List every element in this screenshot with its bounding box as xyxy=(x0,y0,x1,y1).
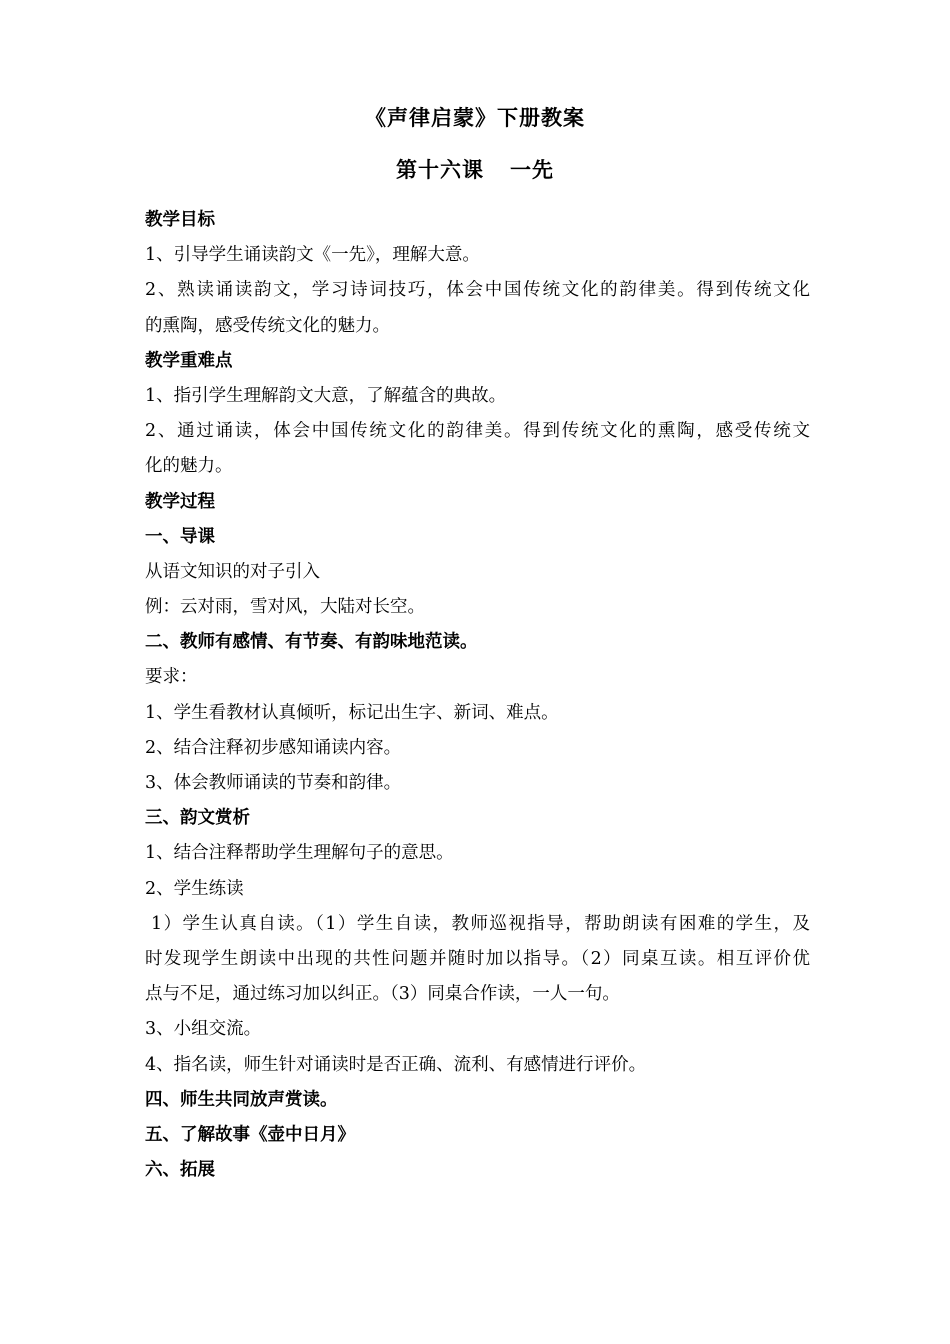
process-part-2-item-3: 3、体会教师诵读的节奏和韵律。 xyxy=(145,773,402,793)
goal-item-2-line-2: 的熏陶，感受传统文化的魅力。 xyxy=(145,315,390,336)
section-heading-key-points: 教学重难点 xyxy=(145,350,233,371)
process-part-2-requirements-label: 要求： xyxy=(145,667,198,688)
process-part-2-item-1: 1、学生看教材认真倾听，标记出生字、新词、难点。 xyxy=(145,702,559,723)
key-point-item-2-line-2: 化的魅力。 xyxy=(145,456,233,477)
lesson-name: 一先 xyxy=(510,157,554,182)
lesson-number: 第十六课 xyxy=(396,157,484,182)
lesson-title xyxy=(0,158,950,182)
process-part-2-heading: 二、教师有感情、有节奏、有韵味地范读。 xyxy=(145,632,478,653)
process-part-3-heading: 三、韵文赏析 xyxy=(145,808,250,829)
process-part-6-heading: 六、拓展 xyxy=(145,1160,215,1181)
process-part-3-subitem-line-3: 点与不足，通过练习加以纠正。（3）同桌合作读，一人一句。 xyxy=(145,984,620,1005)
process-part-3-item-2: 2、学生练读 xyxy=(145,878,244,899)
key-point-item-1: 1、指引学生理解韵文大意，了解蕴含的典故。 xyxy=(145,385,507,406)
process-part-1-heading: 一、导课 xyxy=(145,526,215,547)
key-point-item-2-line-1: 2、通过诵读，体会中国传统文化的韵律美。得到传统文化的熏陶，感受传统文 xyxy=(145,421,810,442)
process-part-4-heading: 四、师生共同放声赏读。 xyxy=(145,1089,338,1110)
process-part-3-item-4: 4、指名读，师生针对诵读时是否正确、流利、有感情进行评价。 xyxy=(145,1054,647,1075)
process-part-3-subitem-line-2: 时发现学生朗读中出现的共性问题并随时加以指导。（2）同桌互读。相互评价优 xyxy=(145,948,810,969)
process-part-2-item-2: 2、结合注释初步感知诵读内容。 xyxy=(145,737,402,758)
document-title: 《声律启蒙》下册教案 xyxy=(365,105,585,130)
goal-item-1: 1、引导学生诵读韵文《一先》，理解大意。 xyxy=(145,245,480,266)
process-part-3-subitem-line-1: 1）学生认真自读。（1）学生自读，教师巡视指导，帮助朗读有困难的学生，及 xyxy=(151,913,810,934)
process-part-1-line-1: 从语文知识的对子引入 xyxy=(145,561,320,582)
section-heading-process: 教学过程 xyxy=(145,491,215,512)
process-part-1-line-2: 例：云对雨，雪对风，大陆对长空。 xyxy=(145,597,425,618)
process-part-5-heading: 五、了解故事《壶中日月》 xyxy=(145,1124,355,1145)
goal-item-2-line-1: 2、熟读诵读韵文，学习诗词技巧，体会中国传统文化的韵律美。得到传统文化 xyxy=(145,280,810,301)
process-part-3-item-1: 1、结合注释帮助学生理解句子的意思。 xyxy=(145,843,454,864)
process-part-3-item-3: 3、小组交流。 xyxy=(145,1019,262,1040)
document-body xyxy=(145,203,810,1188)
section-heading-goals: 教学目标 xyxy=(145,210,215,230)
